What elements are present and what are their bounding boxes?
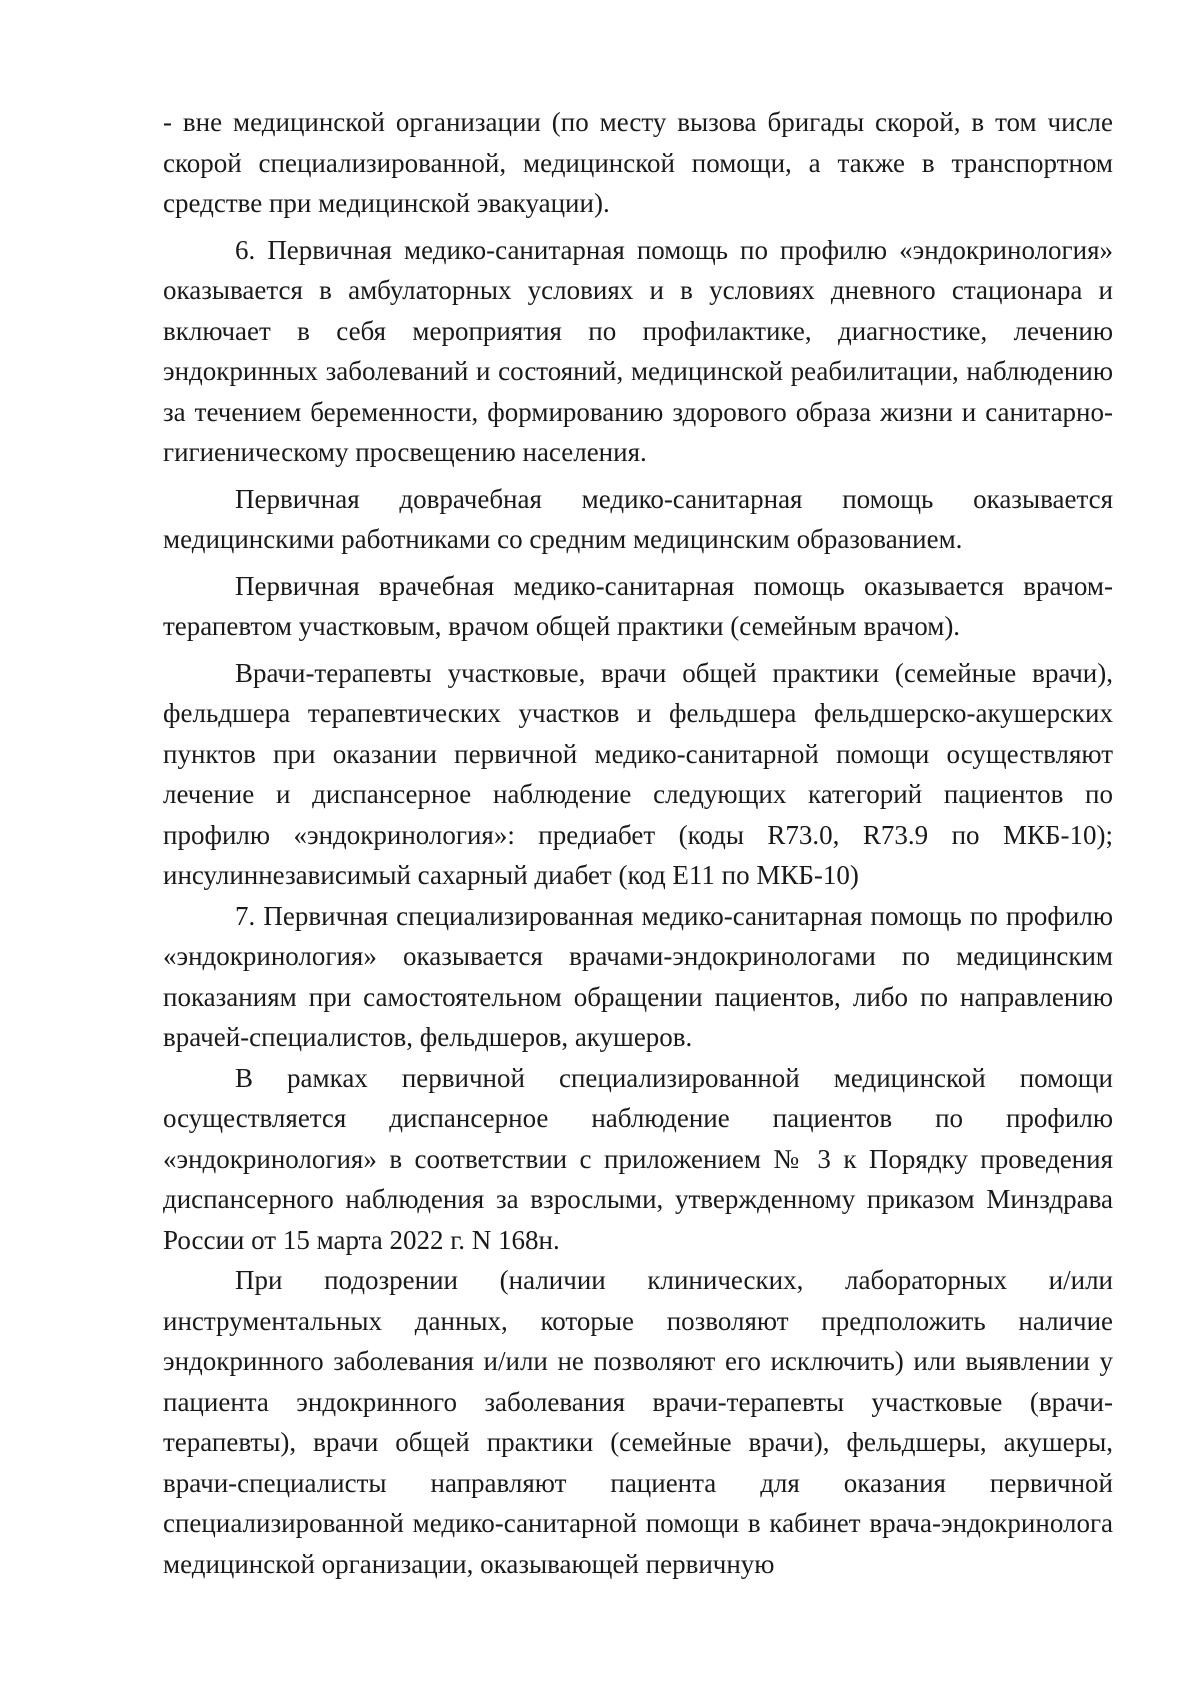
paragraph-outside-organization: - вне медицинской организации (по месту вызова бригады скорой, в том числе скорой специализированной, медицинской помощи, а также в транспортном средстве при медицинской эвакуации). xyxy=(163,107,1113,218)
document-body xyxy=(163,102,1113,1584)
paragraph-item-6: 6. Первичная медико-санитарная помощь по профилю «эндокринология» оказывается в амбулаторных условиях и в условиях дневного стационара и включает в себя мероприятия по профилактике, диагностике, лечению эндокринных заболеваний и состояний, медицинской реабилитации, наблюдению за течением беременности, формированию здорового образа жизни и санитарно-гигиеническому просвещению населения. xyxy=(163,234,1113,467)
paragraph-referral-endocrinologist: При подозрении (наличии клинических, лабораторных и/или инструментальных данных, которые позволяют предположить наличие эндокринного заболевания и/или не позволяют его исключить) или выявлении у пациента эндокринного заболевания врачи-терапевты участковые (врачи-терапевты), врачи общей практики (семейные врачи), фельдшеры, акушеры, врачи-специалисты направляют пациента для оказания первичной специализированной медико-санитарной помощи в кабинет врача-эндокринолога медицинской организации, оказывающей первичную xyxy=(163,1265,1113,1579)
paragraph-therapists-treatment: Врачи-терапевты участковые, врачи общей практики (семейные врачи), фельдшера терапевтических участков и фельдшера фельдшерско-акушерских пунктов при оказании первичной медико-санитарной помощи осуществляют лечение и диспансерное наблюдение следующих категорий пациентов по профилю «эндокринология»: предиабет (коды R73.0, R73.9 по МКБ-10); инсулиннезависимый сахарный диабет (код Е11 по МКБ-10) xyxy=(163,657,1113,890)
paragraph-item-7: 7. Первичная специализированная медико-санитарная помощь по профилю «эндокринология» оказывается врачами-эндокринологами по медицинским показаниям при самостоятельном обращении пациентов, либо по направлению врачей-специалистов, фельдшеров, акушеров. xyxy=(163,900,1113,1052)
paragraph-prephysician-care: Первичная доврачебная медико-санитарная помощь оказывается медицинскими работниками со средним медицинским образованием. xyxy=(163,483,1113,554)
paragraph-dispensary-observation: В рамках первичной специализированной медицинской помощи осуществляется диспансерное наблюдение пациентов по профилю «эндокринология» в соответствии с приложением № 3 к Порядку проведения диспансерного наблюдения за взрослыми, утвержденному приказом Минздрава России от 15 марта 2022 г. N 168н. xyxy=(163,1062,1113,1255)
paragraph-physician-care: Первичная врачебная медико-санитарная помощь оказывается врачом-терапевтом участковым, врачом общей практики (семейным врачом). xyxy=(163,570,1113,641)
